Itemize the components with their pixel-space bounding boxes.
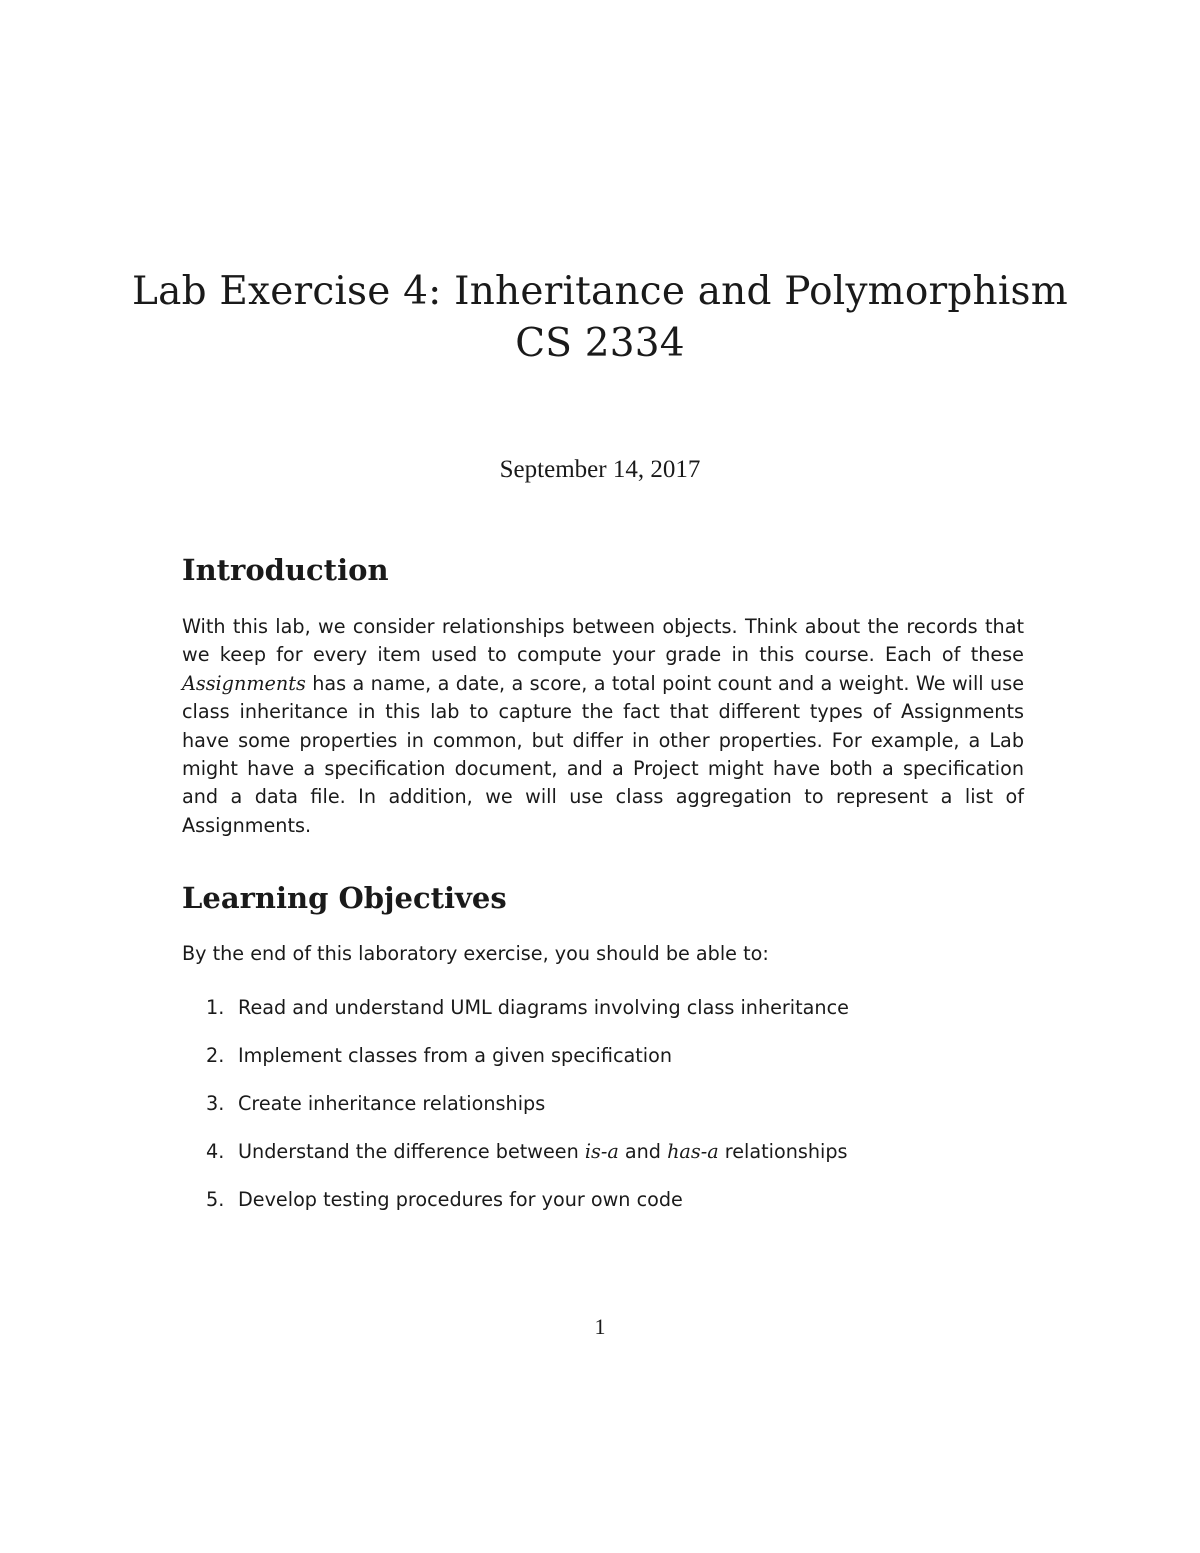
list-item	[182, 1090, 1024, 1138]
list-number: 2.	[206, 1044, 225, 1067]
list-number: 4.	[206, 1140, 225, 1163]
is-a-emphasis: is-a	[584, 1140, 619, 1163]
has-a-emphasis: has-a	[667, 1140, 719, 1163]
document-title: Lab Exercise 4: Inheritance and Polymorphism	[132, 269, 1068, 314]
introduction-paragraph	[182, 613, 1024, 840]
list-number: 3.	[206, 1092, 225, 1115]
page-number: 1	[594, 1314, 606, 1339]
introduction-text-part2: has a name, a date, a score, a total point count and a weight. We will use class inheritance in this lab to capture the fact that different types of Assignments have some properties in common, but differ in other properties. For example, a Lab might have a specification document, and a Project might have both a specification and a data file. In addition, we will use class aggregation to represent a list of Assignments.	[182, 671, 1024, 837]
learning-objectives-heading: Learning Objectives	[182, 881, 507, 915]
introduction-text-part1: With this lab, we consider relationships between objects. Think about the records that we keep for every item used to compute your grade in this course. Each of these	[182, 615, 1024, 667]
list-number: 1.	[206, 996, 225, 1019]
list-text-before: Understand the difference between	[238, 1140, 585, 1163]
list-item	[182, 1042, 1024, 1090]
document-date: September 14, 2017	[499, 456, 701, 483]
list-text-after: relationships	[718, 1140, 848, 1163]
list-text: Read and understand UML diagrams involving class inheritance	[238, 996, 849, 1019]
list-item	[182, 1138, 1024, 1186]
course-code: CS 2334	[515, 321, 685, 366]
objectives-intro: By the end of this laboratory exercise, you should be able to:	[182, 942, 769, 965]
objectives-list	[182, 994, 1024, 1234]
list-text: Develop testing procedures for your own code	[238, 1188, 683, 1211]
list-text-middle: and	[618, 1140, 668, 1163]
list-item	[182, 1186, 1024, 1234]
introduction-heading: Introduction	[182, 553, 389, 587]
list-item	[182, 994, 1024, 1042]
list-number: 5.	[206, 1188, 225, 1211]
list-text: Implement classes from a given specification	[238, 1044, 673, 1067]
list-text: Create inheritance relationships	[238, 1092, 546, 1115]
introduction-emphasis: Assignments	[182, 671, 306, 695]
